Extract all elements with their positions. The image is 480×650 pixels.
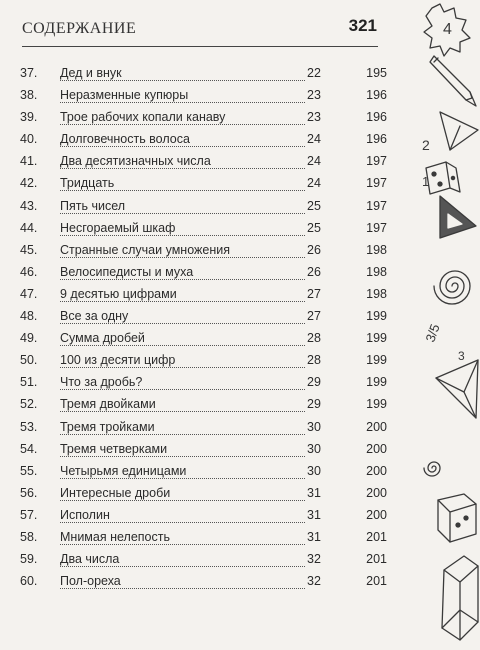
toc-entry <box>20 106 405 128</box>
entry-title: Странные случаи умножения <box>60 242 230 257</box>
toc-entry <box>20 195 405 217</box>
entry-number: 55. <box>20 463 38 478</box>
entry-page: 28 <box>307 353 333 367</box>
ruler-triangle-icon <box>440 196 476 238</box>
entry-title: Тремя тройками <box>60 419 155 434</box>
entry-number: 60. <box>20 574 38 589</box>
entry-title: Пять чисел <box>60 198 126 213</box>
entry-number: 58. <box>20 529 38 544</box>
toc-entry <box>20 526 405 548</box>
entry-number: 40. <box>20 132 38 147</box>
entry-answer-page: 196 <box>366 132 387 147</box>
entry-answer-page: 195 <box>366 66 387 80</box>
entry-page: 29 <box>307 397 333 411</box>
toc-entry <box>20 393 405 415</box>
section-title: СОДЕРЖАНИЕ <box>22 20 137 37</box>
entry-title: Дед и внук <box>60 66 122 80</box>
entry-page: 26 <box>307 243 333 257</box>
entry-title: Пол-ореха <box>60 574 121 589</box>
entry-page: 31 <box>307 486 333 500</box>
entry-title: Тремя двойками <box>60 397 156 412</box>
entry-page: 31 <box>307 508 333 522</box>
entry-page: 22 <box>307 66 333 80</box>
svg-text:3: 3 <box>458 349 465 363</box>
polyhedron-icon <box>442 556 478 640</box>
toc-entry <box>20 349 405 371</box>
entry-answer-page: 201 <box>366 529 387 544</box>
entry-number: 48. <box>20 309 38 324</box>
entry-answer-page: 198 <box>366 286 387 301</box>
entry-page: 27 <box>307 309 333 323</box>
entry-answer-page: 199 <box>366 353 387 368</box>
entry-number: 39. <box>20 110 38 125</box>
entry-title: Тремя четверками <box>60 441 168 456</box>
entry-number: 41. <box>20 154 38 169</box>
entry-number: 51. <box>20 375 38 390</box>
toc-entry <box>20 217 405 239</box>
entry-title: Сумма дробей <box>60 331 145 346</box>
entry-title: Долговечность волоса <box>60 132 190 147</box>
page-header <box>22 14 377 42</box>
entry-answer-page: 199 <box>366 397 387 412</box>
entry-answer-page: 200 <box>366 441 387 456</box>
entry-page: 27 <box>307 287 333 301</box>
toc-entry <box>20 172 405 194</box>
entry-answer-page: 199 <box>366 309 387 324</box>
entry-answer-page: 197 <box>366 154 387 169</box>
entry-page: 29 <box>307 375 333 389</box>
entry-answer-page: 198 <box>366 242 387 257</box>
toc-entry <box>20 283 405 305</box>
entry-title: Интересные дроби <box>60 485 171 500</box>
entry-page: 24 <box>307 132 333 146</box>
entry-page: 30 <box>307 442 333 456</box>
entry-title: Трое рабочих копали канаву <box>60 110 226 125</box>
entry-title: Два десятизначных числа <box>60 154 211 169</box>
digit-one-doodle: 1 <box>422 174 430 189</box>
entry-answer-page: 199 <box>366 375 387 390</box>
toc-entry <box>20 570 405 592</box>
toc-entry <box>20 128 405 150</box>
entry-number: 37. <box>20 66 38 80</box>
entry-number: 50. <box>20 353 38 368</box>
toc-entry <box>20 239 405 261</box>
entry-answer-page: 196 <box>366 110 387 125</box>
entry-answer-page: 197 <box>366 176 387 191</box>
toc-entry <box>20 62 405 84</box>
entry-page: 32 <box>307 552 333 566</box>
entry-answer-page: 197 <box>366 220 387 235</box>
entry-page: 23 <box>307 88 333 102</box>
entry-number: 54. <box>20 441 38 456</box>
page-number: 321 <box>348 16 377 35</box>
entry-number: 43. <box>20 198 38 213</box>
gear-4-icon <box>424 4 470 56</box>
pyramid-icon <box>436 349 478 418</box>
entry-page: 26 <box>307 265 333 279</box>
entry-page: 28 <box>307 331 333 345</box>
entry-page: 30 <box>307 420 333 434</box>
header-rule <box>22 46 378 47</box>
toc-entry <box>20 150 405 172</box>
entry-number: 56. <box>20 485 38 500</box>
entry-title: Неразменные купюры <box>60 88 189 103</box>
entry-answer-page: 200 <box>366 419 387 434</box>
entry-number: 38. <box>20 88 38 103</box>
entry-page: 32 <box>307 574 333 588</box>
toc-entry <box>20 504 405 526</box>
toc-entry <box>20 327 405 349</box>
entry-title: Четырьмя единицами <box>60 463 187 478</box>
toc-entry <box>20 371 405 393</box>
pencil-icon <box>430 56 476 106</box>
entry-number: 44. <box>20 220 38 235</box>
entry-answer-page: 196 <box>366 88 387 103</box>
entry-answer-page: 197 <box>366 198 387 213</box>
entry-page: 30 <box>307 464 333 478</box>
entry-number: 59. <box>20 552 38 567</box>
entry-page: 24 <box>307 154 333 168</box>
entry-answer-page: 199 <box>366 331 387 346</box>
entry-title: Тридцать <box>60 176 115 191</box>
entry-title: Все за одну <box>60 309 129 324</box>
toc-entry <box>20 84 405 106</box>
entry-page: 25 <box>307 199 333 213</box>
digit-two-doodle: 2 <box>422 137 430 153</box>
entry-title: Исполин <box>60 507 110 522</box>
entry-page: 23 <box>307 110 333 124</box>
entry-title: Велосипедисты и муха <box>60 264 194 279</box>
entry-title: Мнимая нелепость <box>60 529 170 544</box>
entry-answer-page: 200 <box>366 485 387 500</box>
entry-answer-page: 201 <box>366 574 387 589</box>
entry-title: 100 из десяти цифр <box>60 353 176 368</box>
entry-page: 25 <box>307 221 333 235</box>
entry-number: 57. <box>20 507 38 522</box>
toc-entry <box>20 261 405 283</box>
entry-number: 42. <box>20 176 38 191</box>
entry-answer-page: 200 <box>366 507 387 522</box>
cube-icon <box>438 494 476 542</box>
entry-number: 46. <box>20 264 38 279</box>
entry-number: 45. <box>20 242 38 257</box>
entry-page: 24 <box>307 176 333 190</box>
paper-plane-icon <box>440 112 478 150</box>
toc-entry <box>20 548 405 570</box>
entry-title: Два числа <box>60 552 120 567</box>
toc-entry <box>20 460 405 482</box>
entry-answer-page: 200 <box>366 463 387 478</box>
entry-number: 53. <box>20 419 38 434</box>
table-of-contents <box>20 62 405 592</box>
toc-entry <box>20 305 405 327</box>
entry-title: Несгораемый шкаф <box>60 220 176 235</box>
entry-answer-page: 201 <box>366 552 387 567</box>
toc-entry <box>20 416 405 438</box>
small-spiral-icon <box>424 462 440 476</box>
fraction-doodle: 3/5 <box>422 321 443 345</box>
toc-entry <box>20 438 405 460</box>
toc-entry <box>20 482 405 504</box>
dice-icon <box>426 162 460 194</box>
entry-number: 49. <box>20 331 38 346</box>
entry-title: Что за дробь? <box>60 375 143 390</box>
entry-answer-page: 198 <box>366 264 387 279</box>
entry-number: 52. <box>20 397 38 412</box>
margin-doodles <box>420 0 480 650</box>
entry-number: 47. <box>20 286 38 301</box>
entry-page: 31 <box>307 530 333 544</box>
entry-title: 9 десятью цифрами <box>60 286 177 301</box>
svg-text:4: 4 <box>443 21 452 38</box>
spiral-icon <box>434 271 470 304</box>
